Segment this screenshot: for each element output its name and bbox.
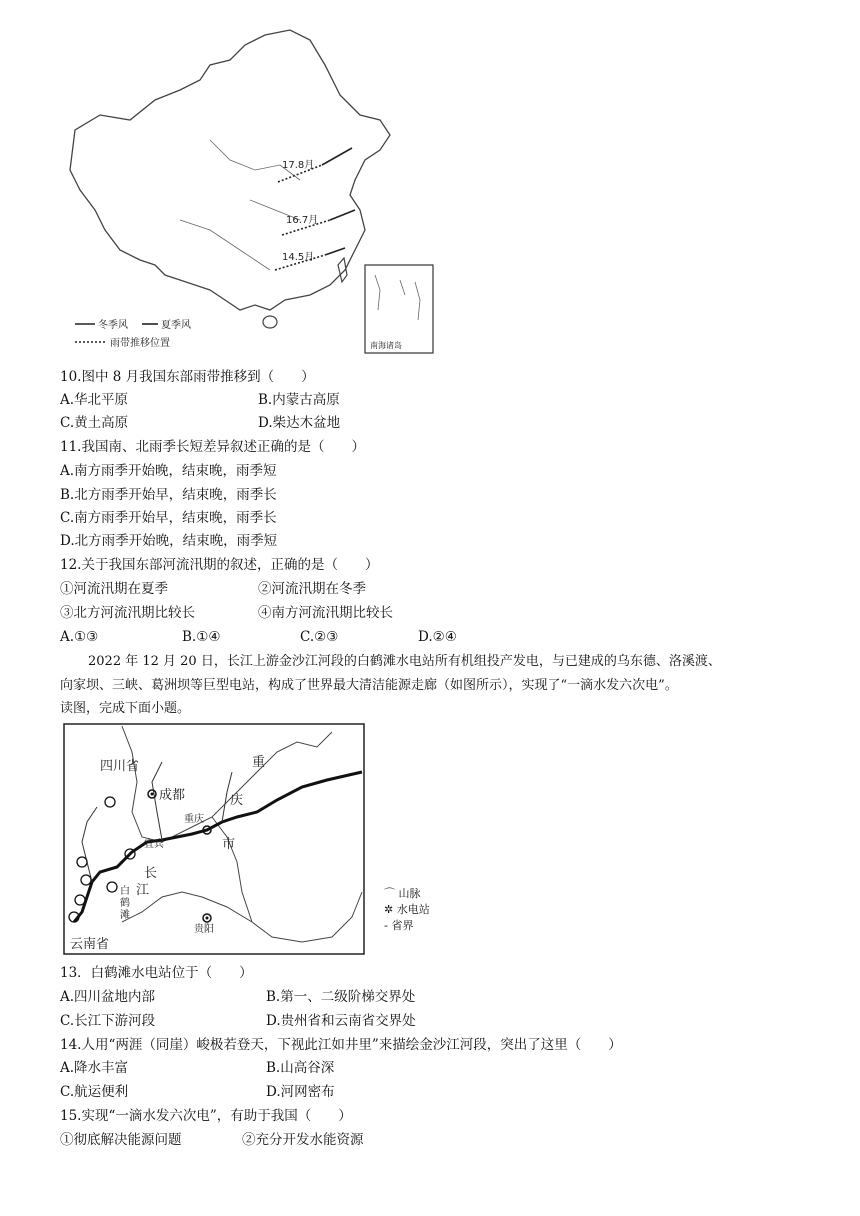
q14-stem: 14.人用“两涯（同崖）峻极若登天，下视此江如井里”来描绘金沙江河段，突出了这里（ ） (60, 1037, 622, 1053)
label-chongqing-city: 重庆 (184, 814, 204, 825)
q14-option-b[interactable]: B.山高谷深 (266, 1060, 335, 1076)
svg-text:南海诸岛: 南海诸岛 (370, 341, 402, 350)
q10-option-a[interactable]: A.华北平原 (60, 392, 129, 408)
passage-line-2: 向家坝、三峡、葛洲坝等巨型电站，构成了世界最大清洁能源走廊（如图所示），实现了“一滴水发六次电”。 (60, 678, 678, 693)
q12-option-a[interactable]: A.①③ (60, 629, 99, 645)
q15-statement-2: ②充分开发水能资源 (242, 1132, 364, 1148)
q12-statement-1: ①河流汛期在夏季 (60, 581, 168, 597)
q12-option-c[interactable]: C.②③ (300, 629, 339, 645)
label-chang: 长 (144, 866, 158, 881)
q10-option-b[interactable]: B.内蒙古高原 (258, 392, 340, 408)
q12-stem: 12.关于我国东部河流汛期的叙述，正确的是（ ） (60, 557, 379, 573)
label-jiang: 江 (136, 883, 150, 898)
map2-legend (384, 886, 430, 934)
q11-option-d[interactable]: D.北方雨季开始晚，结束晚，雨季短 (60, 533, 278, 549)
q14-option-c[interactable]: C.航运便利 (60, 1084, 129, 1100)
label-august: 17.8月 (282, 160, 315, 171)
q12-statement-4: ④南方河流汛期比较长 (258, 605, 393, 621)
passage-line-1: 2022 年 12 月 20 日，长江上游金沙江河段的白鹤滩水电站所有机组投产发电，与已建成的乌东德、洛溪渡、 (88, 654, 721, 669)
label-yibin: 宜宾 (144, 839, 164, 850)
label-chongqing-3: 市 (222, 837, 236, 852)
label-baihe-3: 滩 (120, 910, 130, 921)
clean-energy-corridor-map (62, 722, 382, 958)
q10-stem: 10.图中 8 月我国东部雨带推移到（ ） (60, 369, 315, 385)
label-chongqing-1: 重 (252, 755, 266, 770)
taiwan-island (338, 258, 347, 282)
q12-option-d[interactable]: D.②④ (418, 629, 457, 645)
legend-mountain: ⌒ 山脉 (384, 887, 421, 900)
q12-statement-3: ③北方河流汛期比较长 (60, 605, 195, 621)
station-icon: ✲ (384, 903, 397, 916)
q13-option-b[interactable]: B.第一、二级阶梯交界处 (266, 989, 416, 1005)
q11-option-b[interactable]: B.北方雨季开始早，结束晚，雨季长 (60, 487, 277, 503)
q10-option-c[interactable]: C.黄土高原 (60, 415, 129, 431)
map1-legend (75, 318, 191, 349)
label-chengdu: 成都 (159, 788, 186, 803)
passage-line-3: 读图，完成下面小题。 (60, 701, 191, 716)
label-may: 14.5月 (282, 252, 315, 263)
q13-stem: 13．白鹤滩水电站位于（ ） (60, 965, 253, 981)
hainan-island (263, 316, 277, 328)
label-sichuan: 四川省 (100, 759, 140, 774)
q13-option-a[interactable]: A.四川盆地内部 (60, 989, 156, 1005)
china-outline (70, 30, 390, 310)
q11-option-a[interactable]: A.南方雨季开始晚，结束晚，雨季短 (60, 463, 277, 479)
q13-option-c[interactable]: C.长江下游河段 (60, 1013, 156, 1029)
q13-option-d[interactable]: D.贵州省和云南省交界处 (266, 1013, 416, 1029)
q14-option-a[interactable]: A.降水丰富 (60, 1060, 129, 1076)
label-yunnan: 云南省 (70, 937, 110, 952)
q12-statement-2: ②河流汛期在冬季 (258, 581, 366, 597)
label-july: 16.7月 (286, 215, 319, 226)
q11-option-c[interactable]: C.南方雨季开始早，结束晚，雨季长 (60, 510, 277, 526)
mountain-icon: ⌒ (384, 887, 399, 900)
label-baihe-1: 白 (120, 886, 130, 897)
label-guiyang: 贵阳 (194, 924, 214, 935)
china-rainbelt-map (60, 20, 440, 360)
legend-border: - 省界 (384, 919, 414, 932)
q14-option-d[interactable]: D.河网密布 (266, 1084, 335, 1100)
label-chongqing-2: 庆 (230, 793, 244, 808)
svg-text:冬季风: 冬季风 (98, 320, 128, 331)
q15-statement-1: ①彻底解决能源问题 (60, 1132, 182, 1148)
q15-stem: 15.实现“一滴水发六次电”，有助于我国（ ） (60, 1108, 352, 1124)
south-china-sea-inset (365, 265, 433, 353)
svg-text:夏季风: 夏季风 (161, 320, 191, 331)
legend-station: ✲ 水电站 (384, 903, 430, 916)
svg-text:雨带推移位置: 雨带推移位置 (110, 338, 170, 349)
q10-option-d[interactable]: D.柴达木盆地 (258, 415, 341, 431)
q11-stem: 11.我国南、北雨季长短差异叙述正确的是（ ） (60, 439, 365, 455)
border-icon: - (384, 919, 392, 932)
q12-option-b[interactable]: B.①④ (182, 629, 221, 645)
label-baihe-2: 鹤 (120, 898, 130, 909)
